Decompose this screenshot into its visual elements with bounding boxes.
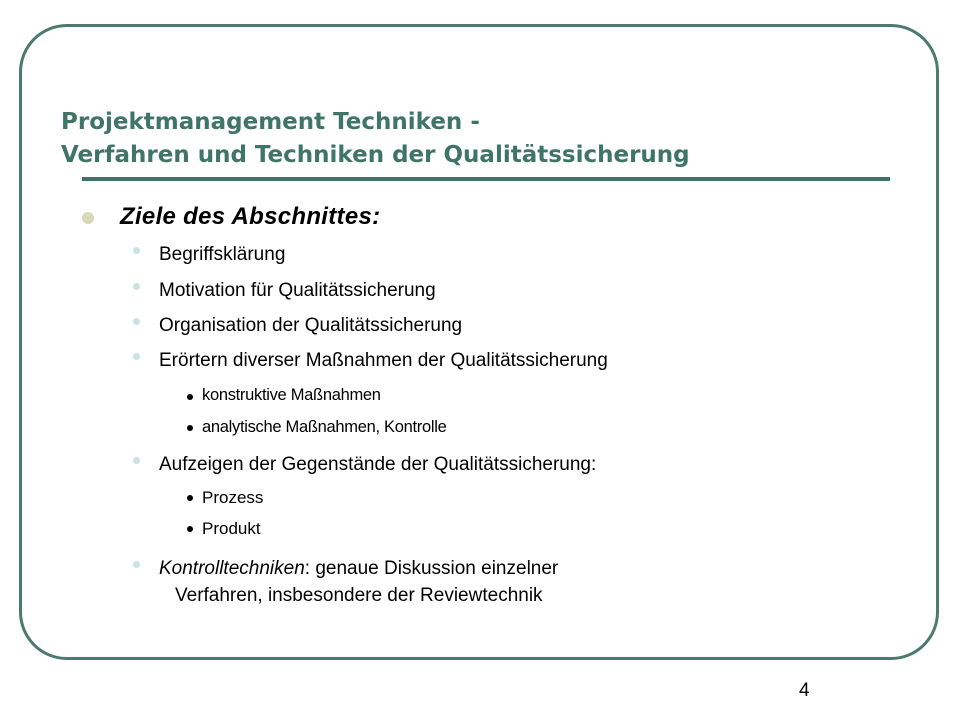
list-item-kontrolltechniken <box>159 558 558 580</box>
bullet-level2-icon <box>133 561 140 568</box>
list-item-organisation: Organisation der Qualitätssicherung <box>159 315 463 336</box>
list-item-aufzeigen: Aufzeigen der Gegenstände der Qualitätssicherung: <box>159 454 597 475</box>
list-subitem-prozess: Prozess <box>202 488 264 507</box>
bullet-level2-icon <box>133 247 140 254</box>
bullet-level3-icon <box>187 394 193 400</box>
list-item-eroertern: Erörtern diverser Maßnahmen der Qualitätssicherung <box>159 350 608 371</box>
title-underline <box>82 177 890 181</box>
list-item-motivation: Motivation für Qualitätssicherung <box>159 280 436 301</box>
list-item-kontrolltechniken-continuation: Verfahren, insbesondere der Reviewtechnik <box>175 585 543 606</box>
page-number: 4 <box>799 680 810 701</box>
bullet-level2-icon <box>133 283 140 290</box>
title-line-2: Verfahren und Techniken der Qualitätssicherung <box>61 142 690 168</box>
kontrolltechniken-description: : genaue Diskussion einzelner <box>304 558 559 579</box>
list-subitem-produkt: Produkt <box>202 519 261 538</box>
bullet-level1-icon <box>82 212 94 224</box>
bullet-level2-icon <box>133 318 140 325</box>
bullet-level2-icon <box>133 353 140 360</box>
list-subitem-analytisch: analytische Maßnahmen, Kontrolle <box>202 418 447 436</box>
bullet-level2-icon <box>133 457 140 464</box>
list-item-begriffsklaerung: Begriffsklärung <box>159 244 286 265</box>
section-heading: Ziele des Abschnittes: <box>120 203 381 230</box>
kontrolltechniken-term: Kontrolltechniken <box>159 558 305 579</box>
list-subitem-konstruktiv: konstruktive Maßnahmen <box>202 386 381 404</box>
bullet-level3-icon <box>187 495 193 501</box>
title-line-1: Projektmanagement Techniken - <box>61 109 480 135</box>
slide-title <box>61 106 690 172</box>
bullet-level3-icon <box>187 526 193 532</box>
bullet-level3-icon <box>187 425 193 431</box>
